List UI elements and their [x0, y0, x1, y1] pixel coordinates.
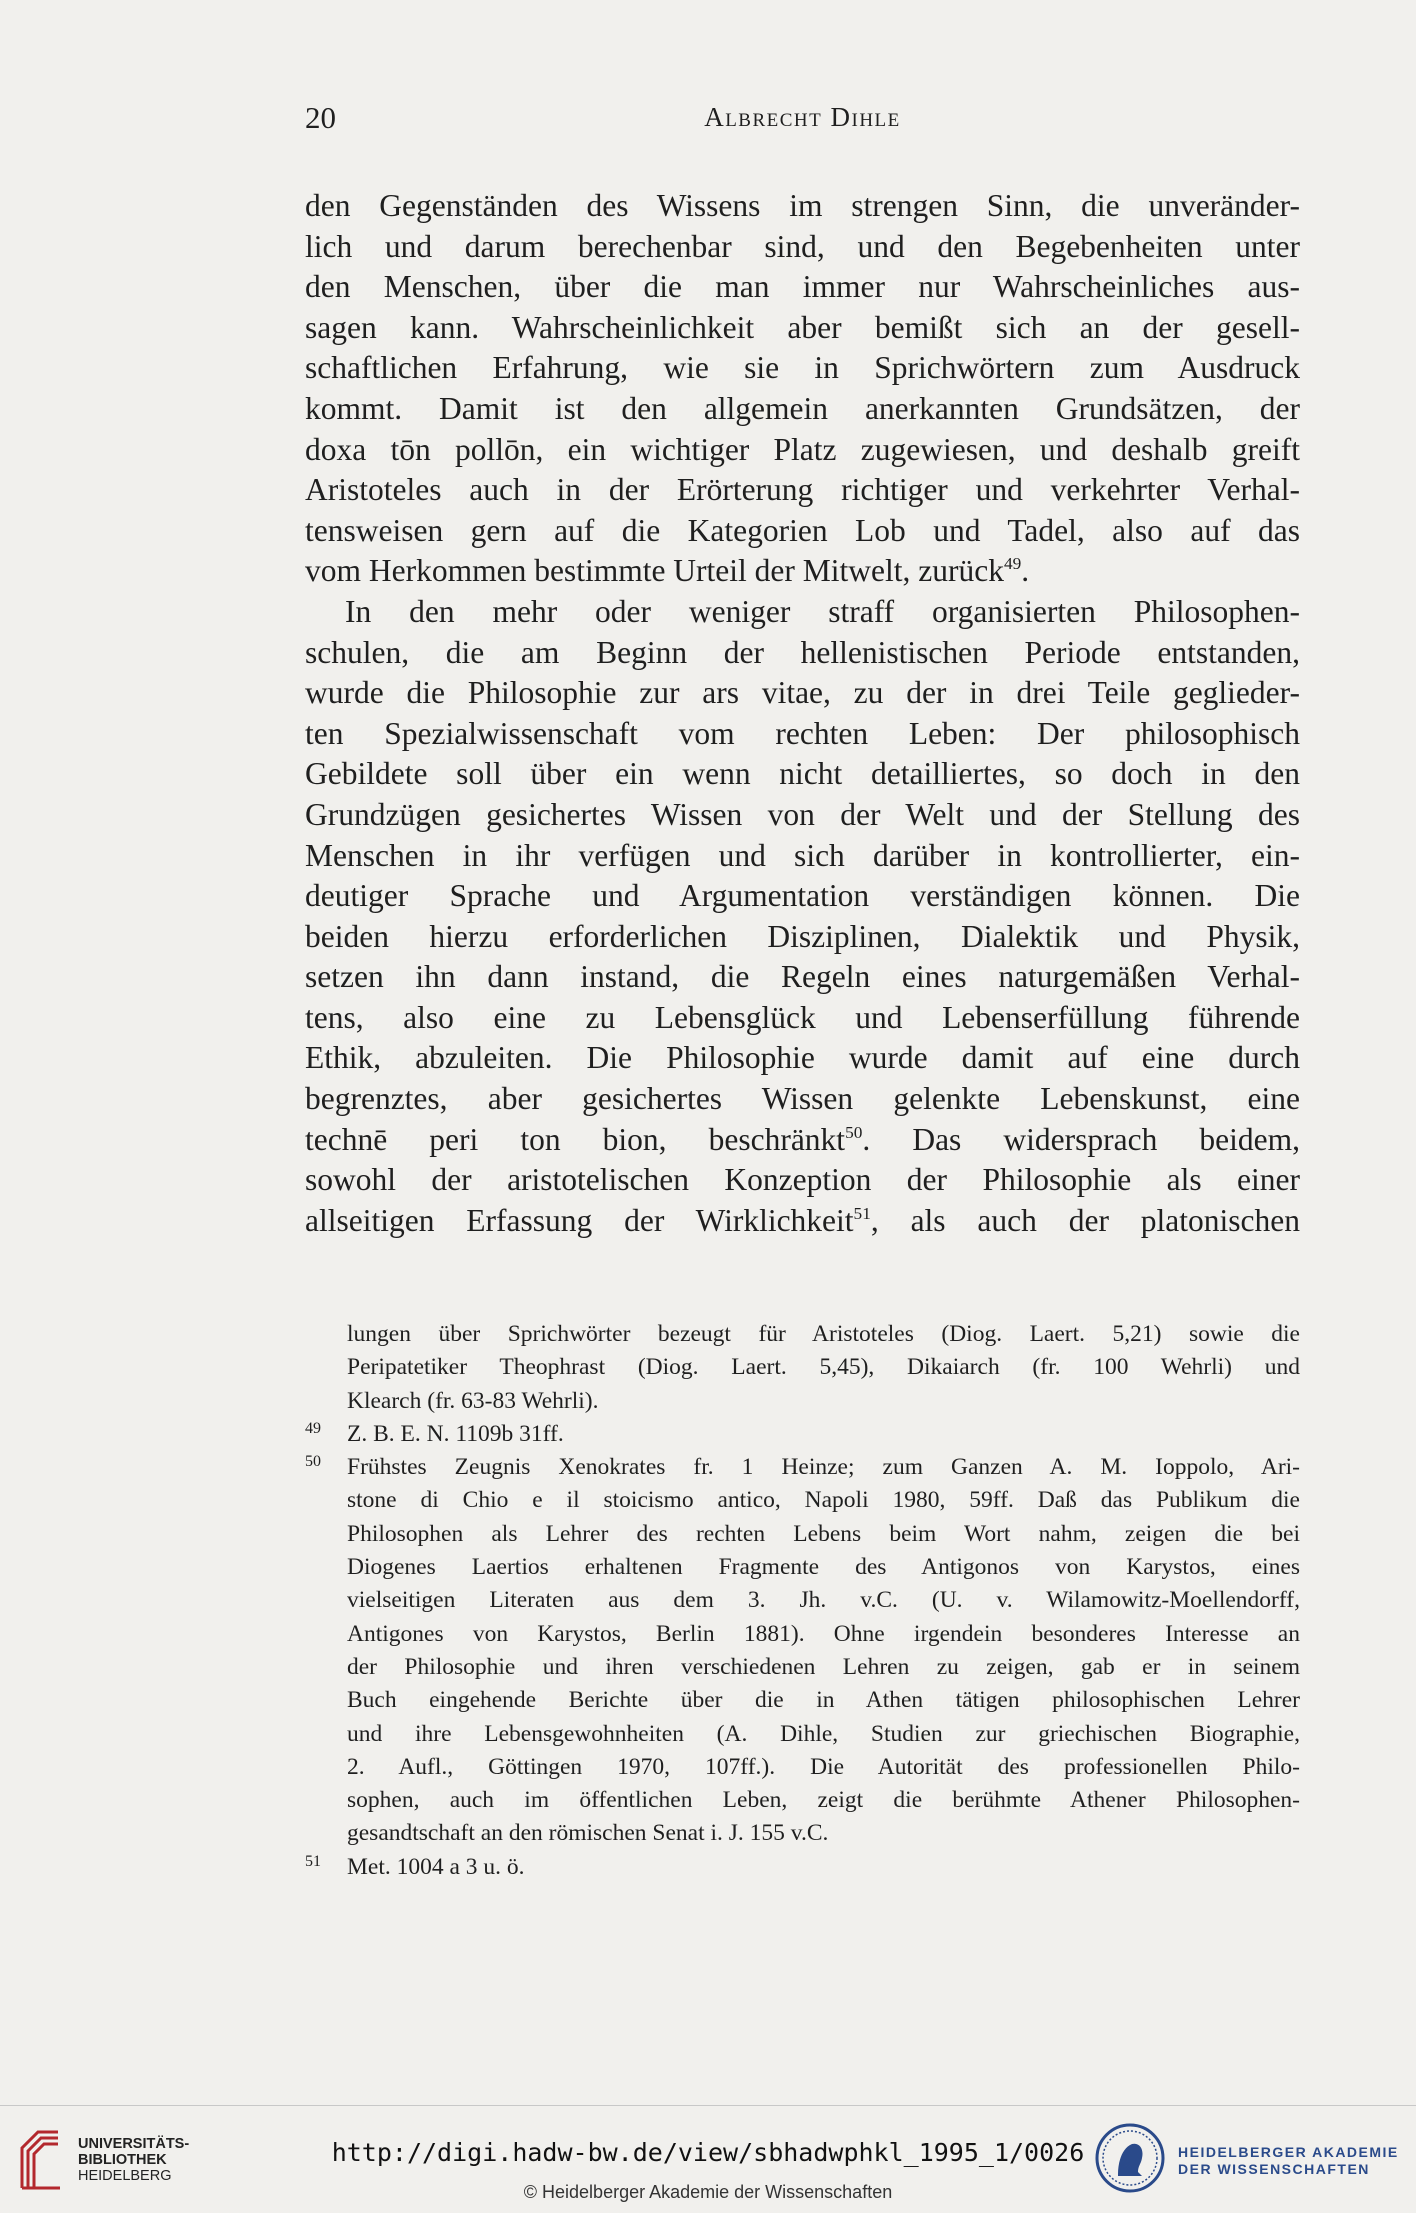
text-segment: .: [862, 1121, 871, 1157]
text-line: ten Spezialwissenschaft vom rechten Leben: Der philosophisch: [305, 715, 1300, 751]
text-line: In den mehr oder weniger straff organisierten Philosophen-: [345, 593, 1300, 629]
footnote-ref-50[interactable]: 50: [845, 1122, 863, 1142]
text-line: kommt. Damit ist den allgemein anerkannten Grundsätzen, der: [305, 390, 1300, 426]
text-line: tensweisen gern auf die Kategorien Lob und Tadel, also auf das: [305, 512, 1300, 548]
text-line: Gebildete soll über ein wenn nicht detailliertes, so doch in den: [305, 756, 1300, 792]
library-name-line: HEIDELBERG: [78, 2168, 172, 2184]
text-line: wurde die Philosophie zur ars vitae, zu der in drei Teile geglieder-: [305, 675, 1300, 711]
text-line: schulen, die am Beginn der hellenistischen Periode entstanden,: [305, 634, 1300, 670]
footnote-line: Klearch (fr. 63-83 Wehrli).: [347, 1387, 599, 1414]
academy-name: [1178, 2144, 1399, 2178]
text-segment: , als auch der platonischen: [870, 1202, 1300, 1238]
footnote-51: [305, 1851, 1300, 1884]
page-header: [305, 100, 1300, 144]
footnote-line: 2. Aufl., Göttingen 1970, 107ff.). Die Autorität des professionellen Philo-: [347, 1753, 1300, 1780]
text-line: lich und darum berechenbar sind, und den Begebenheiten unter: [305, 228, 1300, 264]
text-line: begrenztes, aber gesichertes Wissen gelenkte Lebenskunst, eine: [305, 1081, 1300, 1117]
text-line: sowohl der aristotelischen Konzeption der Philosophie als einer: [305, 1162, 1300, 1198]
footnote-line: Peripatetiker Theophrast (Diog. Laert. 5,45), Dikaiarch (fr. 100 Wehrli) und: [347, 1354, 1300, 1381]
footnote-ref-51[interactable]: 51: [853, 1203, 871, 1223]
footnote-line: und ihre Lebensgewohnheiten (A. Dihle, Studien zur griechischen Biographie,: [347, 1720, 1300, 1747]
text-segment: .: [1021, 553, 1030, 589]
source-url-link[interactable]: http://digi.hadw-bw.de/view/sbhadwphkl_1995_1/0026: [331, 2138, 1085, 2167]
footnotes: [305, 1318, 1300, 1884]
library-name-line: UNIVERSITÄTS-: [78, 2136, 190, 2152]
body-text: [305, 186, 1300, 1241]
text-line: Aristoteles auch in der Erörterung richtiger und verkehrter Verhal-: [305, 472, 1300, 508]
text-line: Grundzügen gesichertes Wissen von der Welt und der Stellung des: [305, 796, 1300, 832]
text-segment: Das widersprach beidem,: [912, 1121, 1300, 1157]
footnote-50: [305, 1451, 1300, 1484]
page-footer: [0, 2106, 1416, 2213]
footnote-text: Frühstes Zeugnis Xenokrates fr. 1 Heinze; zum Ganzen A. M. Ioppolo, Ari-: [347, 1454, 1300, 1481]
text-line: schaftlichen Erfahrung, wie sie in Sprichwörtern zum Ausdruck: [305, 350, 1300, 386]
text-line: [305, 1201, 1300, 1242]
running-head: Albrecht Dihle: [704, 102, 901, 132]
text-line: [305, 551, 1300, 592]
text-line: den Menschen, über die man immer nur Wahrscheinliches aus-: [305, 269, 1300, 305]
text-line: [305, 1120, 1300, 1161]
footnote-line: Antigones von Karystos, Berlin 1881). Ohne irgendein besonderes Interesse an: [347, 1620, 1300, 1647]
text-line: sagen kann. Wahrscheinlichkeit aber bemißt sich an der gesell-: [305, 309, 1300, 345]
text-segment: vom Herkommen bestimmte Urteil der Mitwelt, zurück: [305, 553, 1004, 589]
footnote-line: stone di Chio e il stoicismo antico, Napoli 1980, 59ff. Daß das Publikum die: [347, 1487, 1300, 1514]
footnote-line: vielseitigen Literaten aus dem 3. Jh. v.C. (U. v. Wilamowitz-Moellendorff,: [347, 1587, 1300, 1614]
page-number: 20: [305, 100, 336, 135]
academy-name-line: DER WISSENSCHAFTEN: [1178, 2161, 1370, 2177]
footnote-number: 49: [305, 1419, 321, 1437]
text-line: tens, also eine zu Lebensglück und Lebenserfüllung führende: [305, 999, 1300, 1035]
text-line: beiden hierzu erforderlichen Disziplinen, Dialektik und Physik,: [305, 918, 1300, 954]
text-line: Menschen in ihr verfügen und sich darüber in kontrollierter, ein-: [305, 837, 1300, 873]
footnote-text: Met. 1004 a 3 u. ö.: [347, 1853, 525, 1880]
academy-name-line: HEIDELBERGER AKADEMIE: [1178, 2144, 1399, 2160]
footnote-line: Diogenes Laertios erhaltenen Fragmente des Antigonos von Karystos, eines: [347, 1554, 1300, 1581]
footnote-line: Philosophen als Lehrer des rechten Lebens beim Wort nahm, zeigen die bei: [347, 1520, 1300, 1547]
footnote-line: lungen über Sprichwörter bezeugt für Aristoteles (Diog. Laert. 5,21) sowie die: [347, 1321, 1300, 1347]
footnote-number: 51: [305, 1852, 321, 1870]
footnote-line: gesandtschaft an den römischen Senat i. J. 155 v.C.: [347, 1820, 829, 1847]
text-line: Ethik, abzuleiten. Die Philosophie wurde damit auf eine durch: [305, 1040, 1300, 1076]
text-segment: allseitigen Erfassung der Wirklichkeit: [305, 1202, 854, 1238]
academy-seal-icon[interactable]: [1094, 2122, 1166, 2194]
footnote-ref-49[interactable]: 49: [1003, 554, 1022, 574]
footnote-line: sophen, auch im öffentlichen Leben, zeigt die berühmte Athener Philosophen-: [347, 1787, 1300, 1814]
text-line: deutiger Sprache und Argumentation verständigen können. Die: [305, 878, 1300, 914]
text-line: den Gegenständen des Wissens im strengen Sinn, die unveränder-: [305, 188, 1300, 223]
footnote-line: Buch eingehende Berichte über die in Athen tätigen philosophischen Lehrer: [347, 1687, 1300, 1714]
footnote-49: [305, 1418, 1300, 1451]
footnote-text: Z. B. E. N. 1109b 31ff.: [347, 1420, 564, 1447]
library-name-line: BIBLIOTHEK: [78, 2152, 167, 2168]
text-segment: technē peri ton bion, beschränkt: [305, 1121, 846, 1157]
footnote-line: der Philosophie und ihren verschiedenen Lehren zu zeigen, gab er in seinem: [347, 1653, 1300, 1680]
footnote-number: 50: [305, 1453, 321, 1471]
text-line: setzen ihn dann instand, die Regeln eines naturgemäßen Verhal-: [305, 959, 1300, 995]
copyright-notice: © Heidelberger Akademie der Wissenschaften: [523, 2182, 893, 2202]
text-line: doxa tōn pollōn, ein wichtiger Platz zugewiesen, und deshalb greift: [305, 431, 1300, 467]
